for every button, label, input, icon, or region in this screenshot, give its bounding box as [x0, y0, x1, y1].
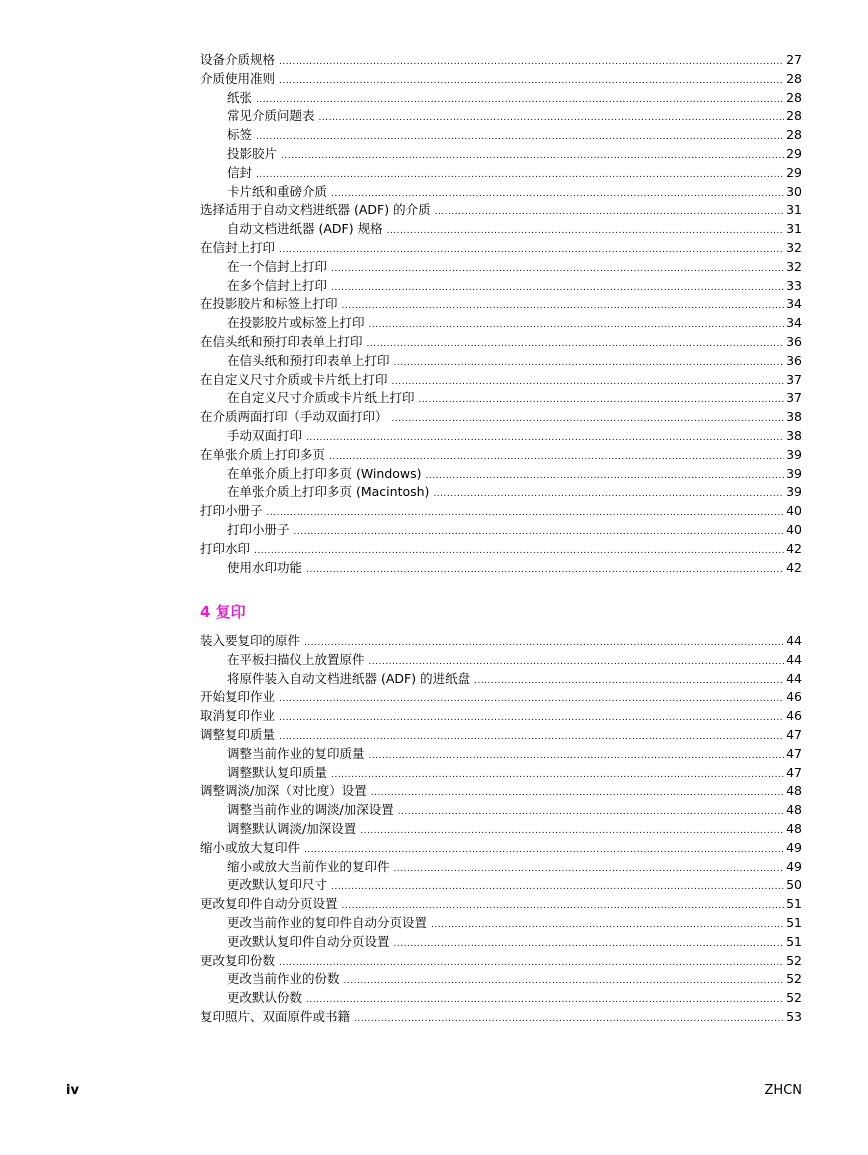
toc-subentry[interactable] — [200, 970, 802, 989]
toc-entry-title: 复印照片、双面原件或书籍 — [200, 1008, 351, 1024]
toc-entry-page: 47 — [786, 745, 802, 761]
toc-entry-title: 更改复印份数 — [200, 952, 276, 968]
dot-leader — [306, 561, 784, 580]
toc-entry-page: 38 — [786, 427, 802, 443]
toc-entry-title: 设备介质规格 — [200, 52, 276, 67]
toc-subentry[interactable] — [200, 258, 802, 277]
toc-entry-title: 在平板扫描仪上放置原件 — [227, 651, 365, 667]
toc-subentry[interactable] — [200, 107, 802, 126]
toc-subentry[interactable] — [200, 277, 802, 296]
toc-entry-page: 40 — [786, 503, 802, 519]
toc-entry-page: 37 — [786, 371, 802, 387]
toc-entry-title: 更改当前作业的复印件自动分页设置 — [227, 914, 428, 930]
toc-entry-page: 33 — [786, 277, 802, 293]
toc-entry-title: 在介质两面打印（手动双面打印） — [200, 409, 388, 425]
toc-subentry[interactable] — [200, 483, 802, 502]
toc-entry-page: 39 — [786, 465, 802, 481]
toc-entry-page: 46 — [786, 708, 802, 724]
toc-subentry[interactable] — [200, 389, 802, 408]
toc-entry-page: 51 — [786, 933, 802, 949]
toc-subentry[interactable] — [200, 876, 802, 895]
toc-entry-page: 37 — [786, 390, 802, 406]
toc-entry-page: 50 — [786, 877, 802, 893]
toc-entry-title: 在投影胶片或标签上打印 — [227, 315, 365, 331]
toc-entry-page: 31 — [786, 202, 802, 218]
toc-subentry[interactable] — [200, 801, 802, 820]
toc-subentry[interactable] — [200, 521, 802, 540]
toc-subentry[interactable] — [200, 914, 802, 933]
toc-subentry[interactable] — [200, 670, 802, 689]
toc-entry-title: 在投影胶片和标签上打印 — [200, 296, 338, 312]
toc-entry[interactable] — [200, 1008, 802, 1027]
toc-entry-title: 开始复印作业 — [200, 689, 276, 705]
toc-entry-page: 47 — [786, 764, 802, 780]
toc-entry[interactable] — [200, 707, 802, 726]
toc-entry-page: 44 — [786, 633, 802, 648]
toc-entry-title: 选择适用于自动文档进纸器 (ADF) 的介质 — [200, 202, 431, 218]
toc-subentry[interactable] — [200, 651, 802, 670]
toc-entry-title: 在多个信封上打印 — [227, 277, 328, 293]
toc-subentry[interactable] — [200, 352, 802, 371]
toc-entry[interactable] — [200, 632, 802, 651]
toc-entry-title: 在单张介质上打印多页 (Macintosh) — [227, 484, 430, 500]
toc-entry-page: 52 — [786, 952, 802, 968]
toc-entry-page: 40 — [786, 521, 802, 537]
toc-entry[interactable] — [200, 70, 802, 89]
toc-subentry[interactable] — [200, 164, 802, 183]
toc-subentry[interactable] — [200, 764, 802, 783]
toc-entry-title: 打印小册子 — [200, 503, 263, 519]
toc-entry-page: 39 — [786, 446, 802, 462]
toc-subentry[interactable] — [200, 314, 802, 333]
toc-entry[interactable] — [200, 333, 802, 352]
toc-entry-title: 投影胶片 — [227, 145, 278, 161]
toc-entry-page: 28 — [786, 108, 802, 124]
toc-entry-title: 在自定义尺寸介质或卡片纸上打印 — [227, 390, 415, 406]
toc-subentry[interactable] — [200, 220, 802, 239]
toc-entry-page: 51 — [786, 896, 802, 912]
toc-entry-title: 缩小或放大当前作业的复印件 — [227, 858, 390, 874]
toc-subentry[interactable] — [200, 145, 802, 164]
toc-entry-title: 更改复印件自动分页设置 — [200, 896, 338, 912]
toc-entry-title: 调整当前作业的复印质量 — [227, 745, 365, 761]
toc-subentry[interactable] — [200, 745, 802, 764]
toc-entry-title: 调整当前作业的调淡/加深设置 — [227, 802, 394, 818]
toc-subentry[interactable] — [200, 989, 802, 1008]
toc-entry[interactable] — [200, 201, 802, 220]
toc-entry-title: 卡片纸和重磅介质 — [227, 183, 328, 199]
toc-entry-page: 29 — [786, 145, 802, 161]
toc-entry-page: 42 — [786, 540, 802, 556]
toc-entry-title: 在信封上打印 — [200, 239, 276, 255]
toc-entry-page: 28 — [786, 70, 802, 86]
toc-section-chapter-4 — [200, 632, 802, 1027]
toc-entry-page: 44 — [786, 670, 802, 686]
toc-entry-title: 使用水印功能 — [227, 559, 303, 575]
page-number: iv — [66, 1083, 79, 1098]
toc-entry-page: 49 — [786, 858, 802, 874]
toc-entry-page: 28 — [786, 89, 802, 105]
toc-entry-title: 自动文档进纸器 (ADF) 规格 — [227, 221, 383, 237]
toc-entry[interactable] — [200, 51, 802, 70]
toc-entry-page: 28 — [786, 127, 802, 143]
toc-entry-page: 31 — [786, 221, 802, 237]
toc-entry-title: 将原件装入自动文档进纸器 (ADF) 的进纸盘 — [227, 670, 471, 686]
toc-entry-page: 52 — [786, 971, 802, 987]
toc-entry-page: 48 — [786, 802, 802, 818]
toc-entry[interactable] — [200, 408, 802, 427]
toc-entry-page: 42 — [786, 559, 802, 575]
toc-subentry[interactable] — [200, 465, 802, 484]
toc-entry-page: 34 — [786, 315, 802, 331]
toc-entry[interactable] — [200, 895, 802, 914]
toc-entry-page: 34 — [786, 296, 802, 312]
toc-entry-title: 调整复印质量 — [200, 726, 276, 742]
toc-entry-page: 27 — [786, 52, 802, 67]
toc-entry-page: 47 — [786, 726, 802, 742]
toc-entry-page: 30 — [786, 183, 802, 199]
toc-entry[interactable] — [200, 726, 802, 745]
toc-entry-title: 打印水印 — [200, 540, 251, 556]
toc-entry-title: 在单张介质上打印多页 — [200, 446, 326, 462]
toc-entry-title: 信封 — [227, 164, 253, 180]
toc-entry-title: 在信头纸和预打印表单上打印 — [227, 352, 390, 368]
toc-entry-page: 48 — [786, 783, 802, 799]
toc-entry-title: 常见介质问题表 — [227, 108, 315, 124]
toc-entry-page: 49 — [786, 839, 802, 855]
toc-entry-page: 44 — [786, 651, 802, 667]
toc-entry-page: 32 — [786, 239, 802, 255]
chapter-heading: 4 复印 — [200, 603, 246, 621]
toc-entry[interactable] — [200, 446, 802, 465]
toc-entry-page: 52 — [786, 990, 802, 1006]
toc-entry[interactable] — [200, 839, 802, 858]
dot-leader — [354, 1010, 784, 1029]
footer-locale: ZHCN — [764, 1083, 802, 1098]
toc-entry-title: 在自定义尺寸介质或卡片纸上打印 — [200, 371, 388, 387]
toc-entry-title: 调整调淡/加深（对比度）设置 — [200, 783, 367, 799]
toc-subentry[interactable] — [200, 820, 802, 839]
toc-entry-page: 48 — [786, 820, 802, 836]
toc-entry-title: 在信头纸和预打印表单上打印 — [200, 333, 363, 349]
toc-entry-page: 46 — [786, 689, 802, 705]
toc-entry[interactable] — [200, 502, 802, 521]
toc-entry-title: 更改默认复印件自动分页设置 — [227, 933, 390, 949]
toc-subentry[interactable] — [200, 559, 802, 578]
toc-entry-page: 51 — [786, 914, 802, 930]
toc-entry-title: 介质使用准则 — [200, 70, 276, 86]
toc-entry-page: 36 — [786, 333, 802, 349]
toc-entry[interactable] — [200, 239, 802, 258]
toc-entry[interactable] — [200, 371, 802, 390]
toc-subentry[interactable] — [200, 427, 802, 446]
toc-entry-title: 纸张 — [227, 89, 253, 105]
toc-entry[interactable] — [200, 952, 802, 971]
toc-entry-page: 39 — [786, 484, 802, 500]
toc-entry-page: 36 — [786, 352, 802, 368]
toc-entry-page: 32 — [786, 258, 802, 274]
toc-entry-page: 38 — [786, 409, 802, 425]
toc-subentry[interactable] — [200, 858, 802, 877]
toc-entry[interactable] — [200, 295, 802, 314]
toc-entry[interactable] — [200, 688, 802, 707]
toc-entry-title: 更改当前作业的份数 — [227, 971, 340, 987]
toc-entry-title: 调整默认复印质量 — [227, 764, 328, 780]
toc-entry-title: 装入要复印的原件 — [200, 633, 301, 648]
toc-entry-title: 标签 — [227, 127, 253, 143]
toc-subentry[interactable] — [200, 89, 802, 108]
toc-entry-title: 更改默认份数 — [227, 990, 303, 1006]
toc-entry[interactable] — [200, 540, 802, 559]
toc-subentry[interactable] — [200, 126, 802, 145]
toc-entry-title: 在一个信封上打印 — [227, 258, 328, 274]
toc-subentry[interactable] — [200, 933, 802, 952]
toc-section-chapter-3 — [200, 51, 802, 577]
toc-entry[interactable] — [200, 782, 802, 801]
toc-entry-page: 53 — [786, 1008, 802, 1024]
toc-entry-title: 调整默认调淡/加深设置 — [227, 820, 357, 836]
toc-entry-title: 更改默认复印尺寸 — [227, 877, 328, 893]
toc-entry-title: 缩小或放大复印件 — [200, 839, 301, 855]
toc-subentry[interactable] — [200, 183, 802, 202]
toc-entry-title: 取消复印作业 — [200, 708, 276, 724]
toc-entry-title: 手动双面打印 — [227, 427, 303, 443]
toc-entry-page: 29 — [786, 164, 802, 180]
toc-entry-title: 在单张介质上打印多页 (Windows) — [227, 465, 422, 481]
toc-entry-title: 打印小册子 — [227, 521, 290, 537]
